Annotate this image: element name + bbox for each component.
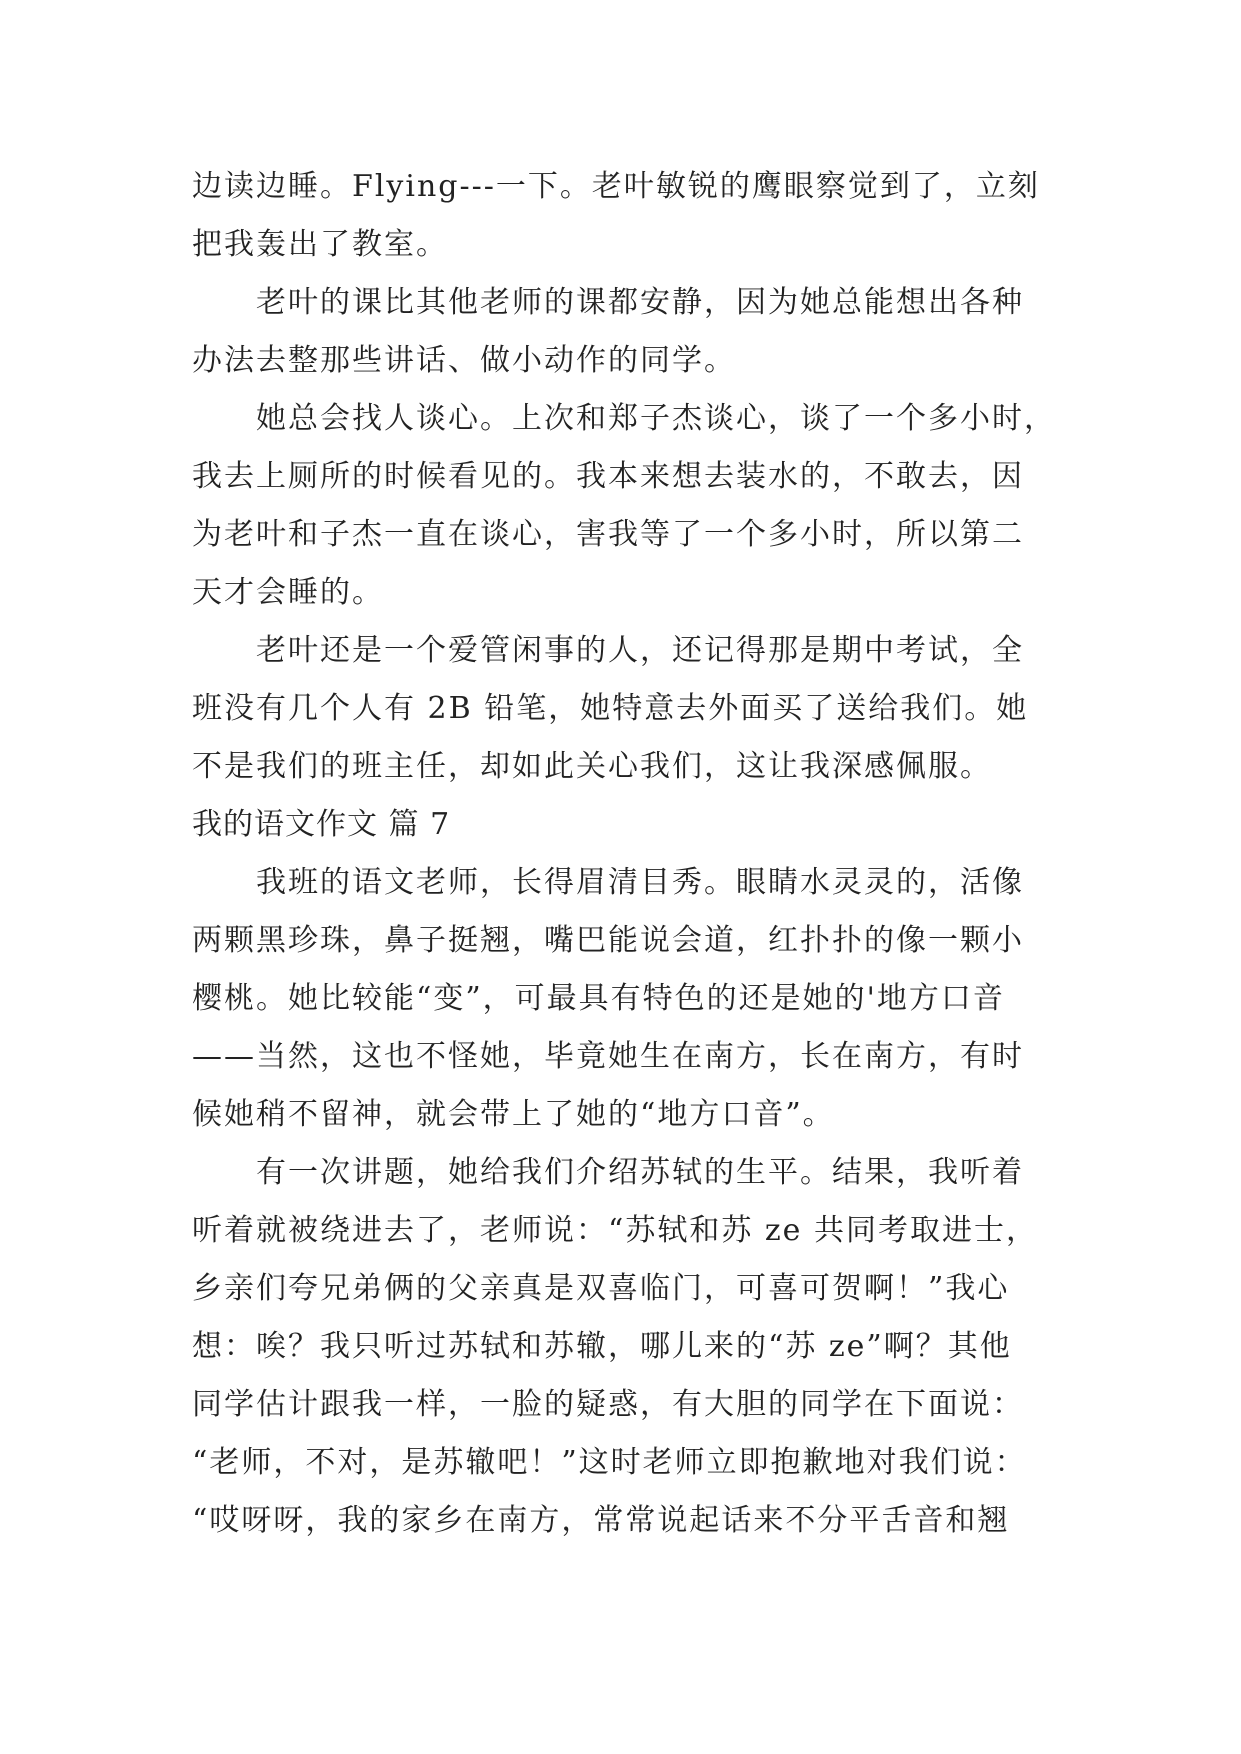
text-line: 想：唉？我只听过苏轼和苏辙，哪儿来的“苏 ze”啊？其他 xyxy=(192,1329,1012,1364)
paragraph-start-line: 老叶还是一个爱管闲事的人，还记得那是期中考试，全 xyxy=(256,633,1024,668)
text-line: 候她稍不留神，就会带上了她的“地方口音”。 xyxy=(192,1097,835,1132)
paragraph-start-line: 老叶的课比其他老师的课都安静，因为她总能想出各种 xyxy=(256,285,1024,320)
text-line: 天才会睡的。 xyxy=(192,575,384,610)
text-line: ——当然，这也不怪她，毕竟她生在南方，长在南方，有时 xyxy=(192,1039,1024,1074)
text-line: 边读边睡。Flying---一下。老叶敏锐的鹰眼察觉到了，立刻 xyxy=(192,169,1040,204)
text-line: 两颗黑珍珠，鼻子挺翘，嘴巴能说会道，红扑扑的像一颗小 xyxy=(192,923,1024,958)
text-line: 同学估计跟我一样，一脸的疑惑，有大胆的同学在下面说： xyxy=(192,1387,1024,1422)
text-line: 班没有几个人有 2B 铅笔，她特意去外面买了送给我们。她 xyxy=(192,691,1029,726)
text-line: 乡亲们夸兄弟俩的父亲真是双喜临门，可喜可贺啊！”我心 xyxy=(192,1271,1010,1306)
text-line: “哎呀呀，我的家乡在南方，常常说起话来不分平舌音和翘 xyxy=(192,1503,1010,1538)
text-line: 我去上厕所的时候看见的。我本来想去装水的，不敢去，因 xyxy=(192,459,1024,494)
text-line: 樱桃。她比较能“变”，可最具有特色的还是她的'地方口音 xyxy=(192,981,1005,1016)
paragraph-start-line: 有一次讲题，她给我们介绍苏轼的生平。结果，我听着 xyxy=(256,1155,1024,1190)
text-line: “老师，不对，是苏辙吧！”这时老师立即抱歉地对我们说： xyxy=(192,1445,1027,1480)
text-line: 把我轰出了教室。 xyxy=(192,227,448,262)
text-line: 听着就被绕进去了，老师说：“苏轼和苏 ze 共同考取进士， xyxy=(192,1213,1038,1248)
text-line: 不是我们的班主任，却如此关心我们，这让我深感佩服。 xyxy=(192,749,992,784)
paragraph-start-line: 我班的语文老师，长得眉清目秀。眼睛水灵灵的，活像 xyxy=(256,865,1024,900)
text-line: 办法去整那些讲话、做小动作的同学。 xyxy=(192,343,736,378)
paragraph-start-line: 她总会找人谈心。上次和郑子杰谈心，谈了一个多小时， xyxy=(256,401,1056,436)
document-body xyxy=(192,158,1092,1550)
text-line: 为老叶和子杰一直在谈心，害我等了一个多小时，所以第二 xyxy=(192,517,1024,552)
section-heading: 我的语文作文 篇 7 xyxy=(192,807,451,842)
